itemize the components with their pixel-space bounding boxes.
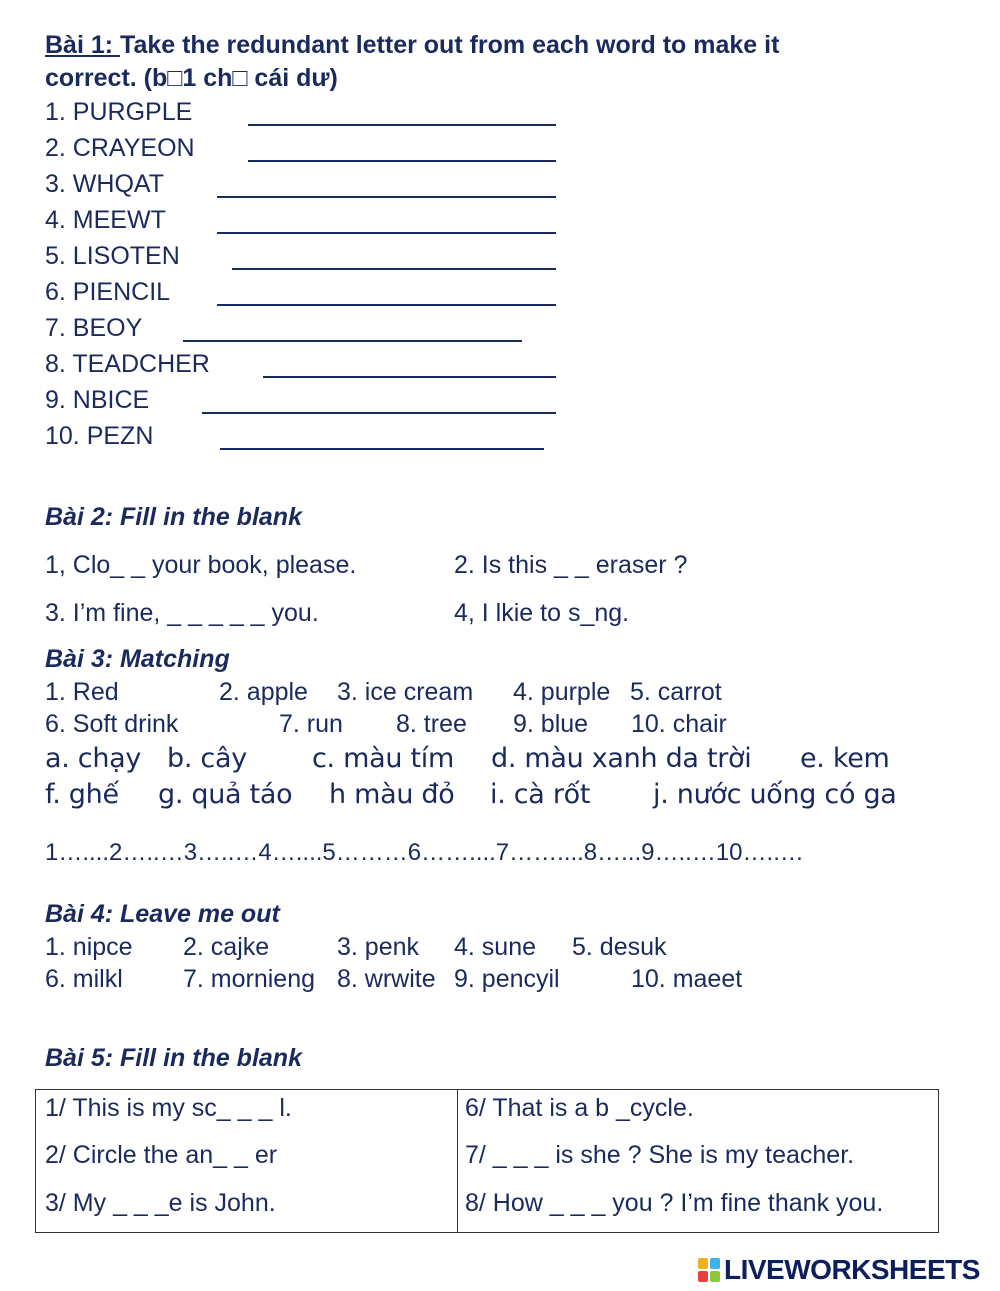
ex3-meaning: e. kem xyxy=(800,743,890,774)
ex3-meaning: j. nước uống có ga xyxy=(653,779,897,810)
ex1-item-5: 5. LISOTEN xyxy=(45,242,180,270)
ex4-word: 5. desuk xyxy=(572,933,667,961)
ex3-meaning: i. cà rốt xyxy=(490,779,591,810)
ex3-word: 7. run xyxy=(279,710,343,738)
ex4-heading: Bài 4: Leave me out xyxy=(45,900,280,928)
ex1-item-9: 9. NBICE xyxy=(45,386,150,414)
ex1-item-4: 4. MEEWT xyxy=(45,206,166,234)
ex1-title-line2: correct. (b□1 ch□ cái dư) xyxy=(45,64,338,92)
ex3-meaning: h màu đỏ xyxy=(329,779,455,810)
ex2-question-4: 4, I lkie to s_ng. xyxy=(454,599,630,627)
ex1-item-2: 2. CRAYEON xyxy=(45,134,195,162)
ex1-answer-line-6[interactable] xyxy=(217,304,556,306)
ex3-word: 5. carrot xyxy=(630,678,722,706)
ex3-meaning: a. chạy xyxy=(45,743,142,774)
ex1-answer-line-5[interactable] xyxy=(232,268,556,270)
ex5-left-sentence-2: 2/ Circle the an_ _ er xyxy=(45,1141,278,1169)
ex2-heading: Bài 2: Fill in the blank xyxy=(45,503,302,531)
ex4-word: 6. milkl xyxy=(45,965,123,993)
ex1-item-6: 6. PIENCIL xyxy=(45,278,171,306)
ex4-word: 3. penk xyxy=(337,933,420,961)
ex2-question-3: 3. I’m fine, _ _ _ _ _ you. xyxy=(45,599,319,627)
ex4-word: 9. pencyil xyxy=(454,965,560,993)
ex3-word: 4. purple xyxy=(513,678,611,706)
ex5-left-sentence-3: 3/ My _ _ _e is John. xyxy=(45,1189,276,1217)
ex3-meaning: f. ghế xyxy=(45,779,119,810)
ex1-answer-line-4[interactable] xyxy=(217,232,556,234)
ex3-word: 9. blue xyxy=(513,710,589,738)
ex3-meaning: b. cây xyxy=(167,743,247,774)
ex3-word: 3. ice cream xyxy=(337,678,474,706)
ex1-answer-line-8[interactable] xyxy=(263,376,556,378)
ex1-item-7: 7. BEOY xyxy=(45,314,143,342)
ex3-heading: Bài 3: Matching xyxy=(45,645,230,673)
ex1-answer-line-9[interactable] xyxy=(202,412,556,414)
ex3-meaning: g. quả táo xyxy=(158,779,293,810)
ex5-heading: Bài 5: Fill in the blank xyxy=(45,1044,302,1072)
ex1-heading xyxy=(45,31,779,60)
liveworksheets-logo xyxy=(698,1254,980,1286)
ex5-right-sentence-1: 6/ That is a b _cycle. xyxy=(465,1094,694,1122)
ex4-word: 7. mornieng xyxy=(183,965,316,993)
ex3-word: 2. apple xyxy=(219,678,308,706)
ex2-question-1: 1, Clo_ _ your book, please. xyxy=(45,551,357,579)
ex1-item-8: 8. TEADCHER xyxy=(45,350,210,378)
liveworksheets-logo-text: LIVEWORKSHEETS xyxy=(724,1254,980,1285)
ex4-word: 8. wrwite xyxy=(337,965,436,993)
ex4-word: 10. maeet xyxy=(631,965,743,993)
ex3-word: 10. chair xyxy=(631,710,727,738)
ex1-answer-line-1[interactable] xyxy=(248,124,556,126)
ex4-word: 4. sune xyxy=(454,933,537,961)
ex5-right-sentence-3: 8/ How _ _ _ you ? I’m fine thank you. xyxy=(465,1189,884,1217)
ex3-meaning: d. màu xanh da trời xyxy=(491,743,752,774)
ex3-answer-line[interactable]: 1…....2…..…3…..…4…....5………6……....7……....8…...9…..…10…..… xyxy=(45,839,804,866)
ex4-word: 2. cajke xyxy=(183,933,270,961)
ex1-answer-line-3[interactable] xyxy=(217,196,556,198)
ex5-table-divider xyxy=(457,1090,458,1232)
ex3-word: 1. Red xyxy=(45,678,119,706)
ex3-meaning: c. màu tím xyxy=(312,743,454,774)
ex3-word: 8. tree xyxy=(396,710,467,738)
ex1-answer-line-7[interactable] xyxy=(183,340,522,342)
ex3-word: 6. Soft drink xyxy=(45,710,179,738)
ex1-item-1: 1. PURGPLE xyxy=(45,98,193,126)
ex1-answer-line-2[interactable] xyxy=(248,160,556,162)
ex4-word: 1. nipce xyxy=(45,933,133,961)
ex1-item-10: 10. PEZN xyxy=(45,422,154,450)
ex1-answer-line-10[interactable] xyxy=(220,448,544,450)
ex2-question-2: 2. Is this _ _ eraser ? xyxy=(454,551,688,579)
liveworksheets-logo-icon xyxy=(698,1258,720,1282)
ex1-item-3: 3. WHQAT xyxy=(45,170,164,198)
ex5-table xyxy=(35,1089,939,1233)
ex5-left-sentence-1: 1/ This is my sc_ _ _ l. xyxy=(45,1094,292,1122)
ex1-prefix: Bài 1: xyxy=(45,31,121,59)
ex5-right-sentence-2: 7/ _ _ _ is she ? She is my teacher. xyxy=(465,1141,855,1169)
ex1-title-line1: Take the redundant letter out from each word to make it xyxy=(120,31,780,59)
